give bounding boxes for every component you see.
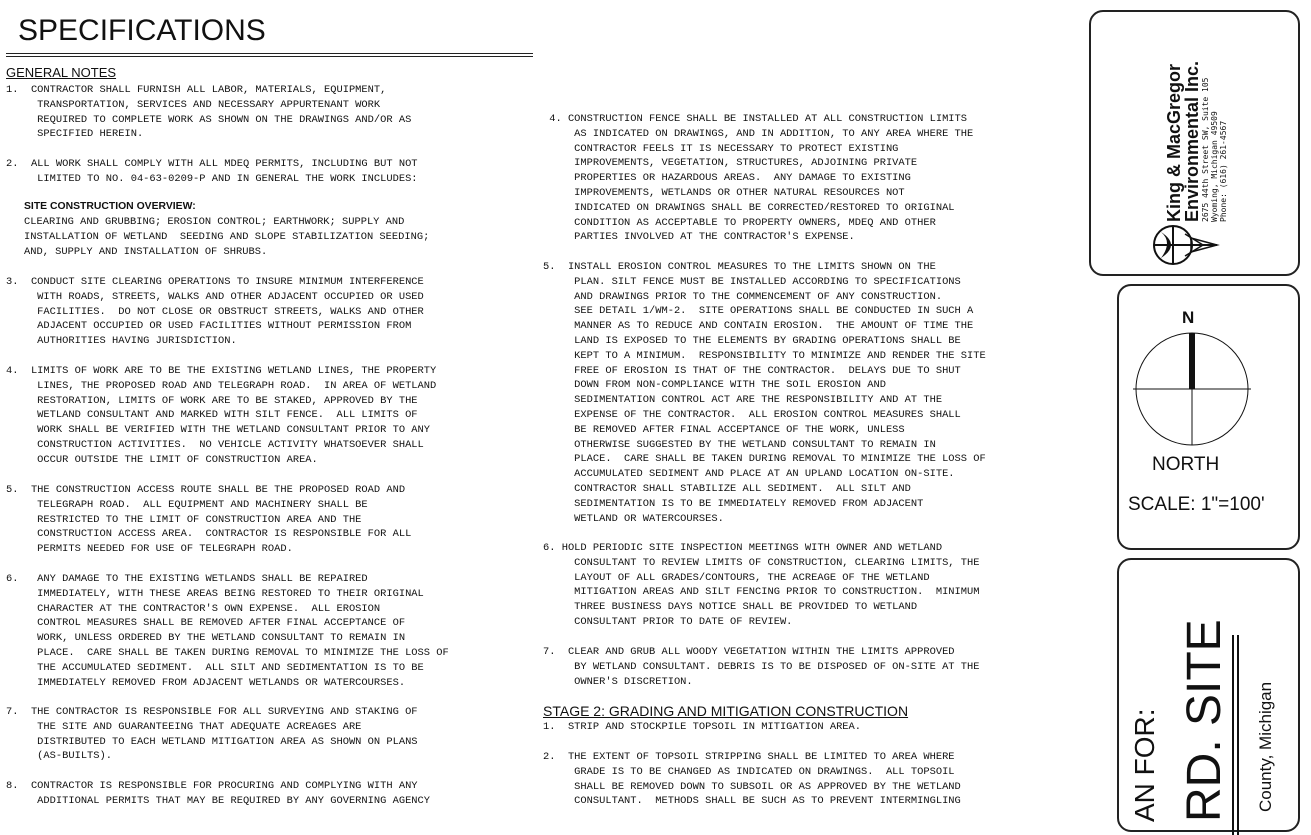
page-title: SPECIFICATIONS	[18, 14, 266, 47]
north-label: NORTH	[1152, 454, 1220, 475]
general-note-5-erosion: 5. INSTALL EROSION CONTROL MEASURES TO THE LIMITS SHOWN ON THE PLAN. SILT FENCE MUST BE INSTALLED ACCORDING TO SPECIFICATIONS AND DRAWINGS PRIOR TO THE COMMENCEMENT OF ANY CONSTRUCTION. SEE DETAIL 1/WM-2. SITE OPERATIONS SHALL BE CONDUCTED IN SUCH A MANNER AS TO REDUCE AND CONTAIN EROSION. THE AMOUNT OF TIME THE LAND IS EXPOSED TO THE ELEMENTS BY GRADING OPERATIONS SHALL BE KEPT TO A MINIMUM. RESPONSIBILITY TO MINIMIZE AND RENDER THE SITE FREE OF EROSION IS THAT OF THE CONTRACTOR. DELAYS DUE TO SHUT DOWN FROM NON-COMPLIANCE WITH THE SOIL EROSION AND SEDIMENTATION CONTROL ACT ARE THE RESPONSIBILITY AND AT THE EXPENSE OF THE CONTRACTOR. ALL EROSION CONTROL MEASURES SHALL BE REMOVED AFTER FINAL ACCEPTANCE OF THE WORK, UNLESS OTHERWISE SUGGESTED BY THE WETLAND CONSULTANT TO REMAIN IN PLACE. CARE SHALL BE TAKEN DURING REMOVAL TO MINIMIZE THE LOSS OF ACCUMULATED SEDIMENT AND PLACE AT AN UPLAND LOCATION ON-SITE. CONTRACTOR SHALL STABILIZE ALL SEDIMENT. ALL SILT AND SEDIMENTATION IS TO BE IMMEDIATELY REMOVED FROM ADJACENT WETLAND OR WATERCOURSES.	[543, 261, 986, 525]
company-logo-icon	[1151, 220, 1221, 270]
company-address-line3: Phone: (616) 261-4567	[1219, 120, 1228, 222]
general-note-5: 5. THE CONSTRUCTION ACCESS ROUTE SHALL BE THE PROPOSED ROAD AND TELEGRAPH ROAD. ALL EQUIPMENT AND MACHINERY SHALL BE RESTRICTED TO THE LIMIT OF CONSTRUCTION AREA AND THE CONSTRUCTION ACCESS AREA. CONTRACTOR IS RESPONSIBLE FOR ALL PERMITS NEEDED FOR USE OF TELEGRAPH ROAD.	[6, 484, 412, 556]
general-note-7-clear: 7. CLEAR AND GRUB ALL WOODY VEGETATION WITHIN THE LIMITS APPROVED BY WETLAND CONSULTANT. DEBRIS IS TO BE DISPOSED OF ON-SITE AT THE OWNER'S DISCRETION.	[543, 646, 980, 688]
north-arrow-icon	[1133, 330, 1253, 450]
general-note-1: 1. CONTRACTOR SHALL FURNISH ALL LABOR, MATERIALS, EQUIPMENT, TRANSPORTATION, SERVICES AND NECESSARY APPURTENANT WORK REQUIRED TO COMPLETE WORK AS SHOWN ON THE DRAWINGS AND/OR AS SPECIFIED HEREIN.	[6, 84, 412, 141]
general-note-3: 3. CONDUCT SITE CLEARING OPERATIONS TO INSURE MINIMUM INTERFERENCE WITH ROADS, STREETS, WALKS AND OTHER ADJACENT OCCUPIED OR USED FACILITIES. DO NOT CLOSE OR OBSTRUCT STREETS, WALKS AND OTHER ADJACENT OCCUPIED OR USED FACILITIES WITHOUT PERMISSION FROM AUTHORITIES HAVING JURISDICTION.	[6, 276, 424, 348]
north-arrow-box	[1117, 284, 1300, 550]
stage2-note-2: 2. THE EXTENT OF TOPSOIL STRIPPING SHALL BE LIMITED TO AREA WHERE GRADE IS TO BE CHANGED AS INDICATED ON DRAWINGS. ALL TOPSOIL SHALL BE REMOVED DOWN TO SUBSOIL OR AS APPROVED BY THE WETLAND CONSULTANT. METHODS SHALL BE SUCH AS TO PREVENT INTERMINGLING	[543, 751, 961, 808]
north-letter: N	[1182, 308, 1195, 327]
general-note-4: 4. LIMITS OF WORK ARE TO BE THE EXISTING WETLAND LINES, THE PROPERTY LINES, THE PROPOSED ROAD AND TELEGRAPH ROAD. IN AREA OF WETLAND RESTORATION, LIMITS OF WORK ARE TO BE STAKED, APPROVED BY THE WETLAND CONSULTANT AND MARKED WITH SILT FENCE. ALL LIMITS OF WORK SHALL BE VERIFIED WITH THE WETLAND CONSULTANT PRIOR TO ANY CONSTRUCTION ACTIVITIES. NO VEHICLE ACTIVITY WHATSOEVER SHALL OCCUR OUTSIDE THE LIMIT OF CONSTRUCTION AREA.	[6, 365, 437, 466]
company-box	[1089, 10, 1300, 276]
general-notes-heading: GENERAL NOTES	[6, 65, 117, 80]
scale-label: SCALE: 1"=100'	[1128, 494, 1265, 515]
stage2-heading: STAGE 2: GRADING AND MITIGATION CONSTRUCTION	[543, 703, 909, 719]
title-underline	[6, 53, 533, 57]
company-info	[1165, 61, 1228, 222]
general-note-2: 2. ALL WORK SHALL COMPLY WITH ALL MDEQ PERMITS, INCLUDING BUT NOT LIMITED TO NO. 04-63-0209-P AND IN GENERAL THE WORK INCLUDES:	[6, 158, 418, 185]
general-note-6-inspection: 6. HOLD PERIODIC SITE INSPECTION MEETINGS WITH OWNER AND WETLAND CONSULTANT TO REVIEW LIMITS OF CONSTRUCTION, CLEARING LIMITS, THE LAYOUT OF ALL GRADES/CONTOURS, THE ACREAGE OF THE WETLAND MITIGATION AREAS AND SILT FENCING PRIOR TO CONSTRUCTION. MINIMUM THREE BUSINESS DAYS NOTICE SHALL BE PROVIDED TO WETLAND CONSULTANT PRIOR TO DATE OF REVIEW.	[543, 542, 980, 628]
stage2-note-1: 1. STRIP AND STOCKPILE TOPSOIL IN MITIGATION AREA.	[543, 721, 862, 733]
general-note-8: 8. CONTRACTOR IS RESPONSIBLE FOR PROCURING AND COMPLYING WITH ANY ADDITIONAL PERMITS THAT MAY BE REQUIRED BY ANY GOVERNING AGENCY	[6, 780, 431, 807]
site-overview-heading: SITE CONSTRUCTION OVERVIEW:	[24, 201, 196, 212]
site-name-rule-b	[1237, 635, 1239, 835]
plan-for-label: AN FOR:	[1129, 708, 1160, 822]
project-title-box	[1117, 558, 1300, 832]
company-name-line2: Environmental Inc.	[1182, 60, 1202, 222]
county-label: County, Michigan	[1256, 681, 1275, 812]
general-note-6: 6. ANY DAMAGE TO THE EXISTING WETLANDS SHALL BE REPAIRED IMMEDIATELY, WITH THESE AREAS BEING RESTORED TO THEIR ORIGINAL CHARACTER AT THE CONTRACTOR'S OWN EXPENSE. ALL EROSION CONTROL MEASURES SHALL BE REMOVED AFTER FINAL ACCEPTANCE OF WORK, UNLESS ORDERED BY THE WETLAND CONSULTANT TO REMAIN IN PLACE. CARE SHALL BE TAKEN DURING REMOVAL TO MINIMIZE THE LOSS OF THE ACCUMULATED SEDIMENT. ALL SILT AND SEDIMENTATION IS TO BE IMMEDIATELY REMOVED FROM ADJACENT WETLANDS OR WATERCOURSES.	[6, 573, 449, 689]
site-name: RD. SITE	[1178, 619, 1231, 822]
company-address-line2: Wyoming, Michigan 49509	[1210, 111, 1219, 222]
company-address-line1: 2675 44th Street SW, Suite 105	[1201, 77, 1210, 222]
general-note-4-fence: 4. CONSTRUCTION FENCE SHALL BE INSTALLED AT ALL CONSTRUCTION LIMITS AS INDICATED ON DRAWINGS, AND IN ADDITION, TO ANY AREA WHERE THE CONTRACTOR FEELS IT IS NECESSARY TO PROTECT EXISTING IMPROVEMENTS, VEGETATION, STRUCTURES, ADJOINING PRIVATE PROPERTIES OR HAZARDOUS AREAS. ANY DAMAGE TO EXISTING IMPROVEMENTS, WETLANDS OR OTHER NATURAL RESOURCES NOT INDICATED ON DRAWINGS SHALL BE CORRECTED/RESTORED TO ORIGINAL CONDITION AS ACCEPTABLE TO PROPERTY OWNERS, MDEQ AND OTHER PARTIES INVOLVED AT THE CONTRACTOR'S EXPENSE.	[549, 113, 974, 244]
company-name-line1: King & MacGregor	[1164, 63, 1184, 222]
site-overview-text: CLEARING AND GRUBBING; EROSION CONTROL; EARTHWORK; SUPPLY AND INSTALLATION OF WETLAND SEEDING AND SLOPE STABILIZATION SEEDING; AND, SUPPLY AND INSTALLATION OF SHRUBS.	[24, 216, 430, 258]
general-note-7: 7. THE CONTRACTOR IS RESPONSIBLE FOR ALL SURVEYING AND STAKING OF THE SITE AND GUARANTEEING THAT ADEQUATE ACREAGES ARE DISTRIBUTED TO EACH WETLAND MITIGATION AREA AS SHOWN ON PLANS (AS-BUILTS).	[6, 706, 418, 763]
site-name-rule-a	[1232, 635, 1234, 835]
